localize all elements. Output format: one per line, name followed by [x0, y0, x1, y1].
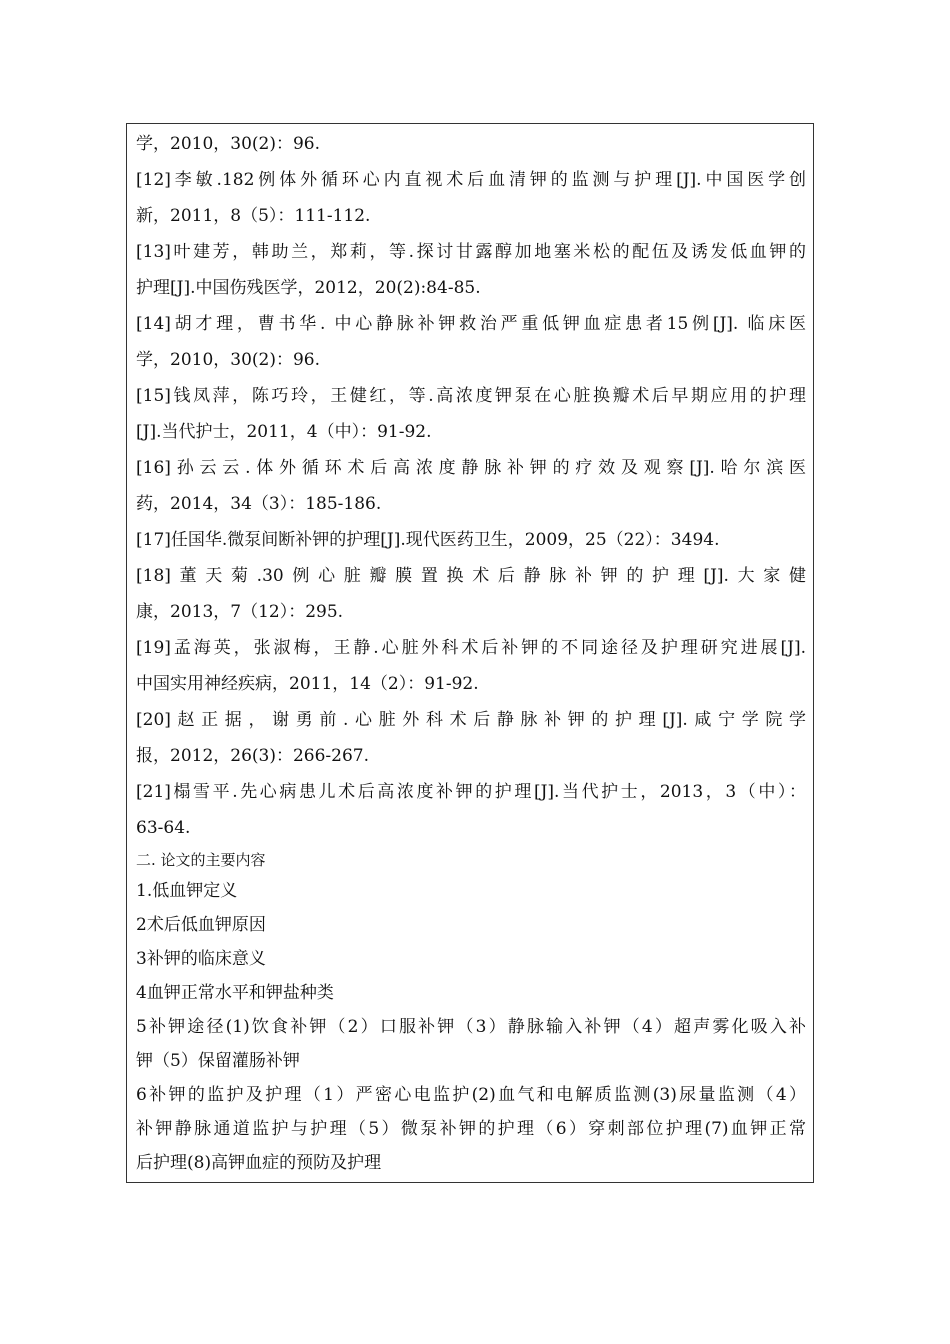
- reference-line: [16]孙云云.体外循环术后高浓度静脉补钾的疗效及观察[J].哈尔滨医: [136, 458, 806, 478]
- content-line: 6补钾的监护及护理（1）严密心电监护(2)血气和电解质监测(3)尿量监测（4）: [136, 1085, 806, 1105]
- content-line: 1.低血钾定义: [136, 881, 238, 901]
- reference-line: [21]榻雪平.先心病患儿术后高浓度补钾的护理[J].当代护士，2013，3（中）：: [136, 782, 806, 802]
- reference-line: 康，2013，7（12）：295.: [136, 602, 344, 622]
- reference-line: 报，2012，26(3)：266-267.: [136, 746, 370, 766]
- reference-line: [J].当代护士，2011，4（中）：91-92.: [136, 422, 432, 442]
- reference-line: [18]董天菊.30例心脏瓣膜置换术后静脉补钾的护理[J].大家健: [136, 566, 806, 586]
- reference-line: [19]孟海英，张淑梅，王静.心脏外科术后补钾的不同途径及护理研究进展[J].: [136, 638, 806, 658]
- content-line: 钾（5）保留灌肠补钾: [136, 1051, 300, 1071]
- reference-line: [20]赵正据，谢勇前.心脏外科术后静脉补钾的护理[J].咸宁学院学: [136, 710, 806, 730]
- reference-line: 药，2014，34（3）：185-186.: [136, 494, 382, 514]
- reference-line: [15]钱凤萍，陈巧玲，王健红，等.高浓度钾泵在心脏换瓣术后早期应用的护理: [136, 386, 806, 406]
- main-content-list: [136, 874, 806, 1180]
- reference-line: 中国实用神经疾病，2011，14（2）：91-92.: [136, 674, 479, 694]
- reference-list: [136, 126, 806, 846]
- content-line: 补钾静脉通道监护与护理（5）微泵补钾的护理（6）穿刺部位护理(7)血钾正常: [136, 1119, 806, 1139]
- reference-line: 63-64.: [136, 818, 191, 838]
- section-heading: 二. 论文的主要内容: [136, 851, 266, 869]
- content-line: 3补钾的临床意义: [136, 949, 266, 969]
- reference-line: 学，2010，30(2)：96.: [136, 134, 321, 154]
- reference-line: [17]任国华.微泵间断补钾的护理[J].现代医药卫生，2009，25（22）：3494.: [136, 530, 720, 550]
- reference-line: 新，2011，8（5）：111-112.: [136, 206, 371, 226]
- reference-line: [12]李敏.182例体外循环心内直视术后血清钾的监测与护理[J].中国医学创: [136, 170, 806, 190]
- document-content: [136, 126, 806, 1180]
- reference-line: [14]胡才理，曹书华. 中心静脉补钾救治严重低钾血症患者15例[J]. 临床医: [136, 314, 806, 334]
- reference-line: 护理[J].中国伤残医学，2012，20(2):84-85.: [136, 278, 481, 298]
- content-line: 4血钾正常水平和钾盐种类: [136, 983, 334, 1003]
- reference-line: [13]叶建芳，韩助兰，郑莉，等.探讨甘露醇加地塞米松的配伍及诱发低血钾的: [136, 242, 806, 262]
- content-line: 5补钾途径(1)饮食补钾（2）口服补钾（3）静脉输入补钾（4）超声雾化吸入补: [136, 1017, 806, 1037]
- reference-line: 学，2010，30(2)：96.: [136, 350, 321, 370]
- content-line: 2术后低血钾原因: [136, 915, 266, 935]
- content-line: 后护理(8)高钾血症的预防及护理: [136, 1153, 382, 1173]
